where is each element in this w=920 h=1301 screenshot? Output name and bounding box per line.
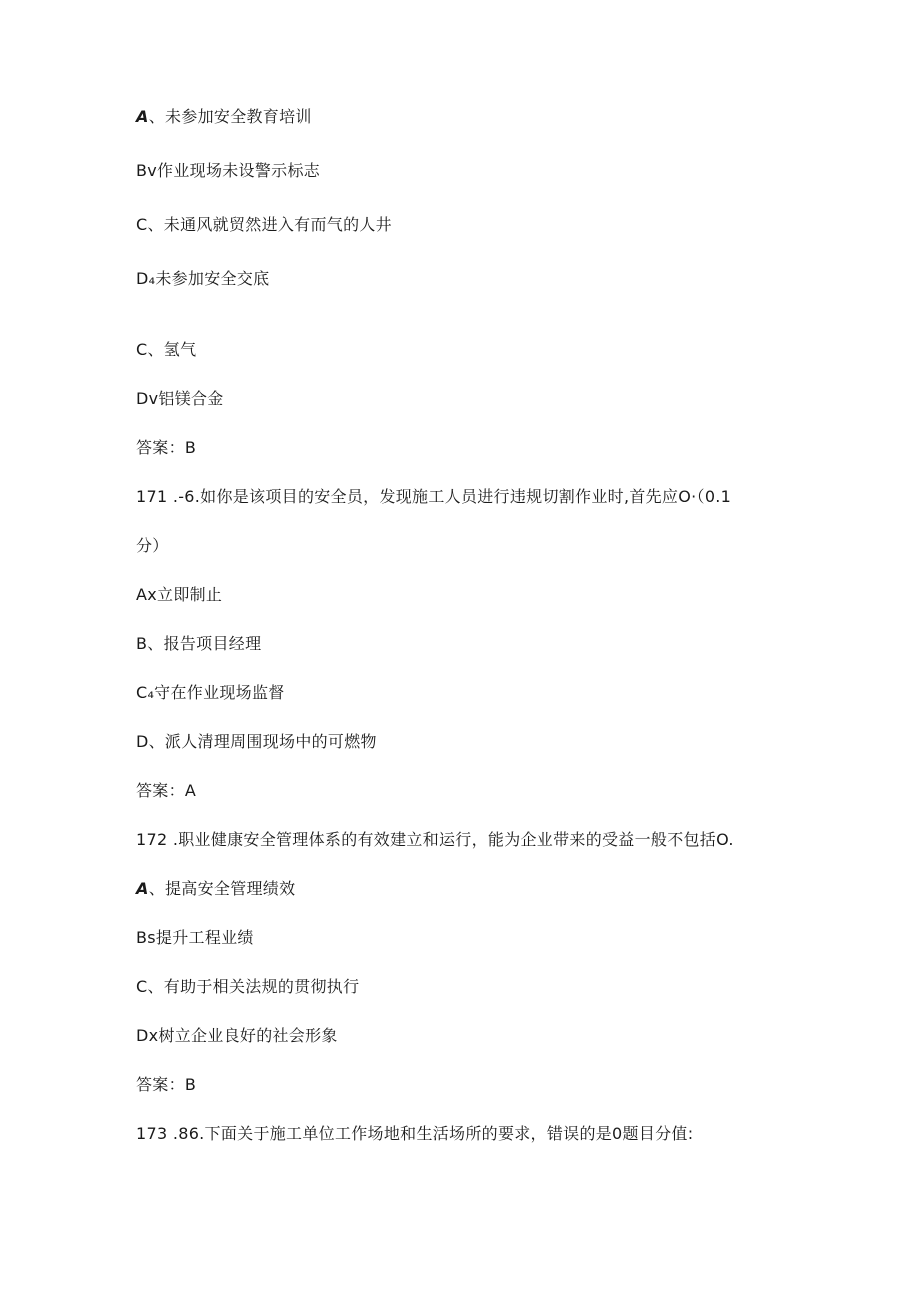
- option-c-line: C、未通风就贸然进入有而气的人井: [136, 215, 392, 234]
- question-171: 171 .-6.如你是该项目的安全员，发现施工人员进行违规切割作业时,首先应O·（0.1: [136, 487, 732, 506]
- option-c-line: C、氢气: [136, 340, 197, 359]
- option-d-line: Dx树立企业良好的社会形象: [136, 1026, 338, 1045]
- option-letter: A: [136, 107, 149, 126]
- option-d-line: D、派人清理周围现场中的可燃物: [136, 732, 377, 751]
- option-a-line: [136, 106, 312, 128]
- option-b-line: Bv作业现场未设警示标志: [136, 161, 321, 180]
- answer-line: 答案：A: [136, 781, 197, 800]
- answer-line: 答案：B: [136, 1075, 197, 1094]
- option-text: 、未参加安全教育培训: [148, 107, 312, 126]
- option-b-line: B、报告项目经理: [136, 634, 262, 653]
- question-171-continued: 分）: [136, 536, 169, 555]
- option-d-line: D₄未参加安全交底: [136, 269, 270, 288]
- option-text: 、提高安全管理绩效: [148, 879, 296, 898]
- option-b-line: Bs提升工程业绩: [136, 928, 254, 947]
- option-c-line: C、有助于相关法规的贯彻执行: [136, 977, 360, 996]
- question-173: 173 .86.下面关于施工单位工作场地和生活场所的要求，错误的是0题目分值:: [136, 1124, 694, 1143]
- option-a-line: [136, 878, 295, 900]
- option-letter: A: [136, 879, 149, 898]
- option-a-line: Ax立即制止: [136, 585, 223, 604]
- answer-line: 答案：B: [136, 438, 197, 457]
- option-c-line: C₄守在作业现场监督: [136, 683, 285, 702]
- option-d-line: Dv铝镁合金: [136, 389, 224, 408]
- question-172: 172 .职业健康安全管理体系的有效建立和运行，能为企业带来的受益一般不包括O.: [136, 830, 734, 849]
